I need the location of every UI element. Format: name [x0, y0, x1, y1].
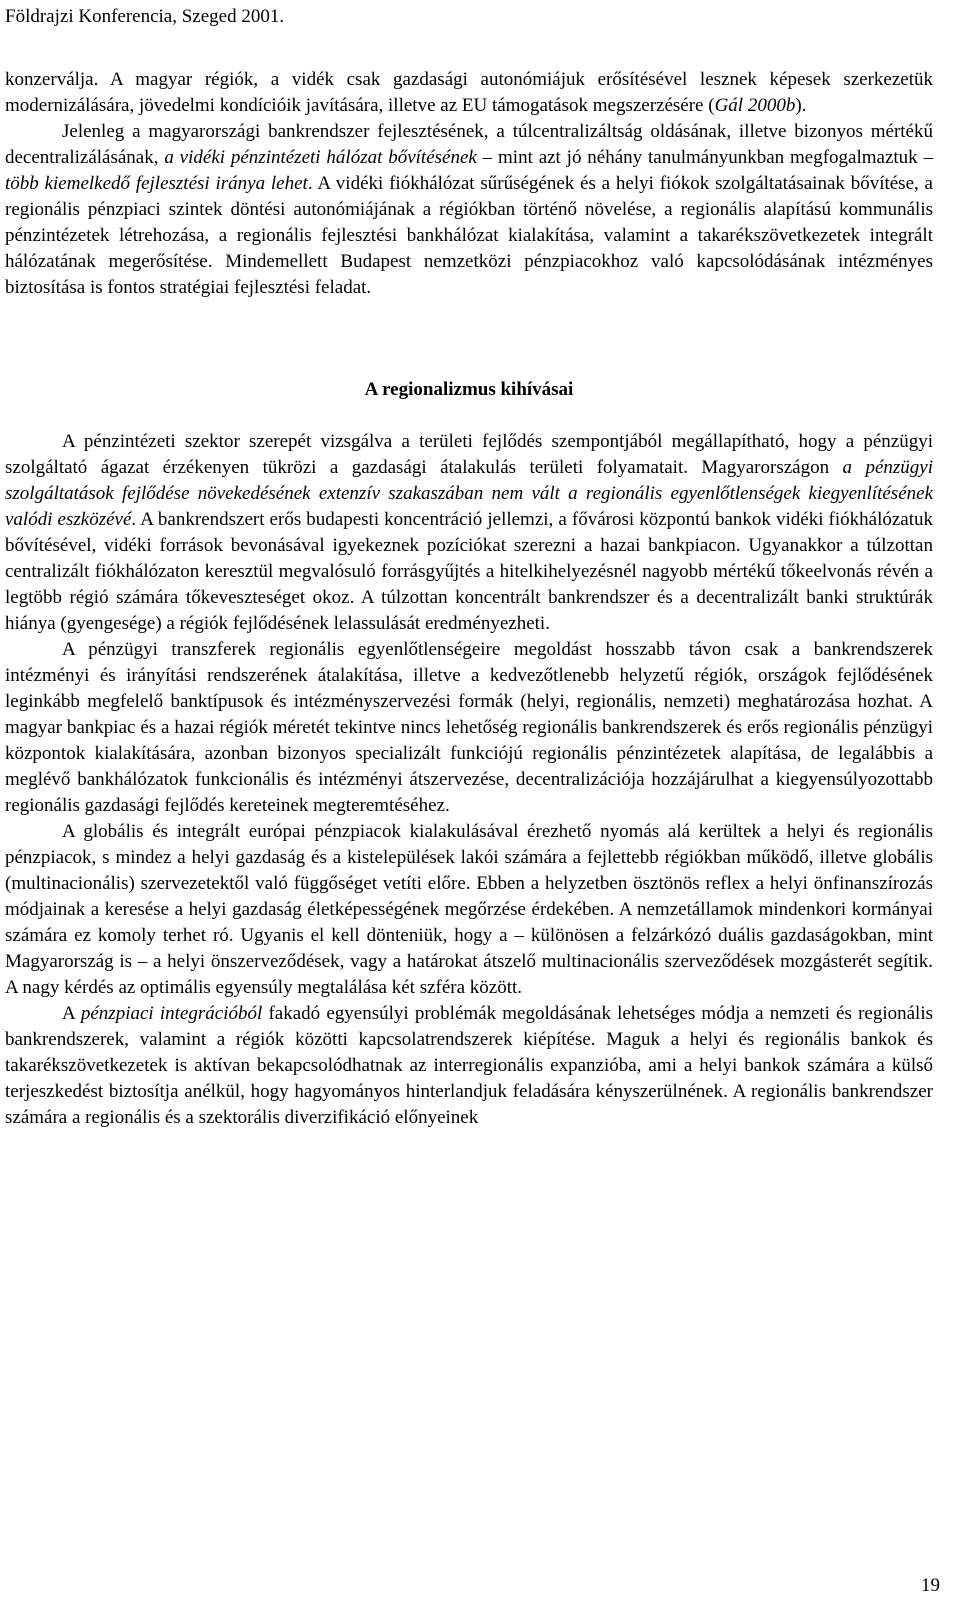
text-run: ).: [795, 95, 807, 116]
text-run: fakadó egyensúlyi problémák megoldásának lehetséges módja a nemzeti és regionális bankrendszerek, valamint a régiók közötti kapcsolatrendszerek kiépítése. Maguk a helyi és regionális bankok és takarékszövetkezetek is aktívan bekapcsolódhatnak az interregionális expanzióba, ami a helyi bankok számára a külső terjeszkedést biztosítja anélkül, hogy hagyományos hinterlandjuk feladására kényszerülnének. A regionális bankrendszer számára a regionális és a szektorális diverzifikáció előnyeinek: [5, 1003, 933, 1128]
text-run: konzerválja. A magyar régiók, a vidék csak gazdasági autonómiájuk erősítésével lesznek képesek szerkezetük modernizálására, jövedelmi kondícióik javítására, illetve az EU támogatások megszerzésére (: [5, 69, 933, 116]
text-run: – mint azt jó néhány tanulmányunkban megfogalmaztuk –: [476, 147, 933, 168]
paragraph-market-integration: [5, 1001, 933, 1131]
section-gap: [5, 301, 933, 377]
emphasis-text: a pénzügyi szolgáltatások fejlődése növekedésének extenzív szakaszában nem vált a regionális egyenlőtlenségek kiegyenlítésének valódi eszközévé: [5, 457, 934, 530]
emphasis-text: a vidéki pénzintézeti hálózat bővítésének: [164, 147, 477, 168]
section-heading: A regionalizmus kihívásai: [364, 379, 574, 400]
paragraph-banking-development: [5, 119, 933, 301]
emphasis-text: több kiemelkedő fejlesztési iránya lehet: [5, 173, 308, 194]
heading-gap: [5, 403, 933, 429]
text-run: A pénzügyi transzferek regionális egyenlőtlenségeire megoldást hosszabb távon csak a bankrendszerek intézményi és irányítási rendszerének átalakítása, illetve a kedvezőtlenebb helyzetű régiók, országok fejlődésének leginkább megfelelő banktípusok és intézményszervezési formák (helyi, regionális, nemzeti) meghatározása hozhat. A magyar bankpiac és a hazai régiók méretét tekintve nincs lehetőség regionális bankrendszerek és erős regionális pénzügyi központok kialakítására, azonban bizonyos specializált funkciójú regionális pénzintézetek alapítása, de legalábbis a meglévő bankhálózatok funkcionális és intézményi átszervezése, decentralizációja hozzájárulhat a kiegyensúlyozottabb regionális gazdasági fejlődés kereteinek megteremtéséhez.: [5, 639, 933, 816]
text-run: Jelenleg a magyarországi bankrendszer fejlesztésének, a túlcentralizáltság oldásának, illetve bizonyos mértékű decentralizálásának,: [5, 121, 933, 168]
text-run: A globális és integrált európai pénzpiacok kialakulásával érezhető nyomás alá kerültek a helyi és regionális pénzpiacok, s mindez a helyi gazdaság és a kistelepülések lakói számára a fejlettebb régiókban működő, illetve globális (multinacionális) szervezetektől való függőséget vetíti előre. Ebben a helyzetben ösztönös reflex a helyi önfinanszírozás módjainak a keresése a helyi gazdaság életképességének megőrzése érdekében. A nemzetállamok mindenkori kormányai számára ez komoly terhet ró. Ugyanis el kell dönteniük, hogy a – különösen a felzárkózó duális gazdaságokban, mint Magyarország is – a helyi önszerveződések, vagy a határokat átszelő multinacionális szerveződések mozgásterét segítik. A nagy kérdés az optimális egyensúly megtalálása két szféra között.: [5, 821, 933, 998]
text-run: A pénzintézeti szektor szerepét vizsgálva a területi fejlődés szempontjából megállapítható, hogy a pénzügyi szolgáltató ágazat érzékenyen tükrözi a gazdasági átalakulás területi folyamatait. Magyarországon: [5, 431, 933, 478]
text-run: . A vidéki fiókhálózat sűrűségének és a helyi fiókok szolgáltatásainak bővítése, a regionális pénzpiaci szintek döntési autonómiájának a régiókban történő növelése, a regionális alapítású kommunális pénzintézetek létrehozása, a regionális fejlesztési bankhálózat kialakítása, valamint a takarékszövetkezetek integrált hálózatának megerősítése. Mindemellett Budapest nemzetközi pénzpiacokhoz való kapcsolódásának intézményes biztosítása is fontos stratégiai fejlesztési feladat.: [5, 173, 933, 298]
paragraph-global-markets: [5, 819, 933, 1001]
page-number: 19: [921, 1575, 940, 1596]
text-run: A: [62, 1003, 81, 1024]
paragraph-continuation: [5, 67, 933, 119]
paragraph-financial-transfers: [5, 637, 933, 819]
text-run: . A bankrendszert erős budapesti koncentráció jellemzi, a fővárosi központú bankok vidéki fiókhálózatuk bővítésével, vidéki források bevonásával igyekeznek pozíciókat szerezni a hazai bankpiacon. Ugyanakkor a túlzottan centralizált fiókhálózaton keresztül megvalósuló forrásgyűjtés a hitelkihelyezésnél nagyobb mértékű tőkeelvonás révén a legtöbb régió számára tőkeveszteséget okoz. A túlzottan koncentrált bankrendszer és a decentralizált banki struktúrák hiánya (gyengesége) a régiók fejlődésének lelassulását eredményezheti.: [5, 509, 934, 634]
emphasis-text: pénzpiaci integrációból: [80, 1003, 263, 1024]
page-body: [5, 67, 933, 1131]
emphasis-text: Gál 2000b: [714, 95, 796, 116]
running-header: Földrajzi Konferencia, Szeged 2001.: [5, 6, 285, 27]
paragraph-financial-sector: [5, 429, 933, 637]
